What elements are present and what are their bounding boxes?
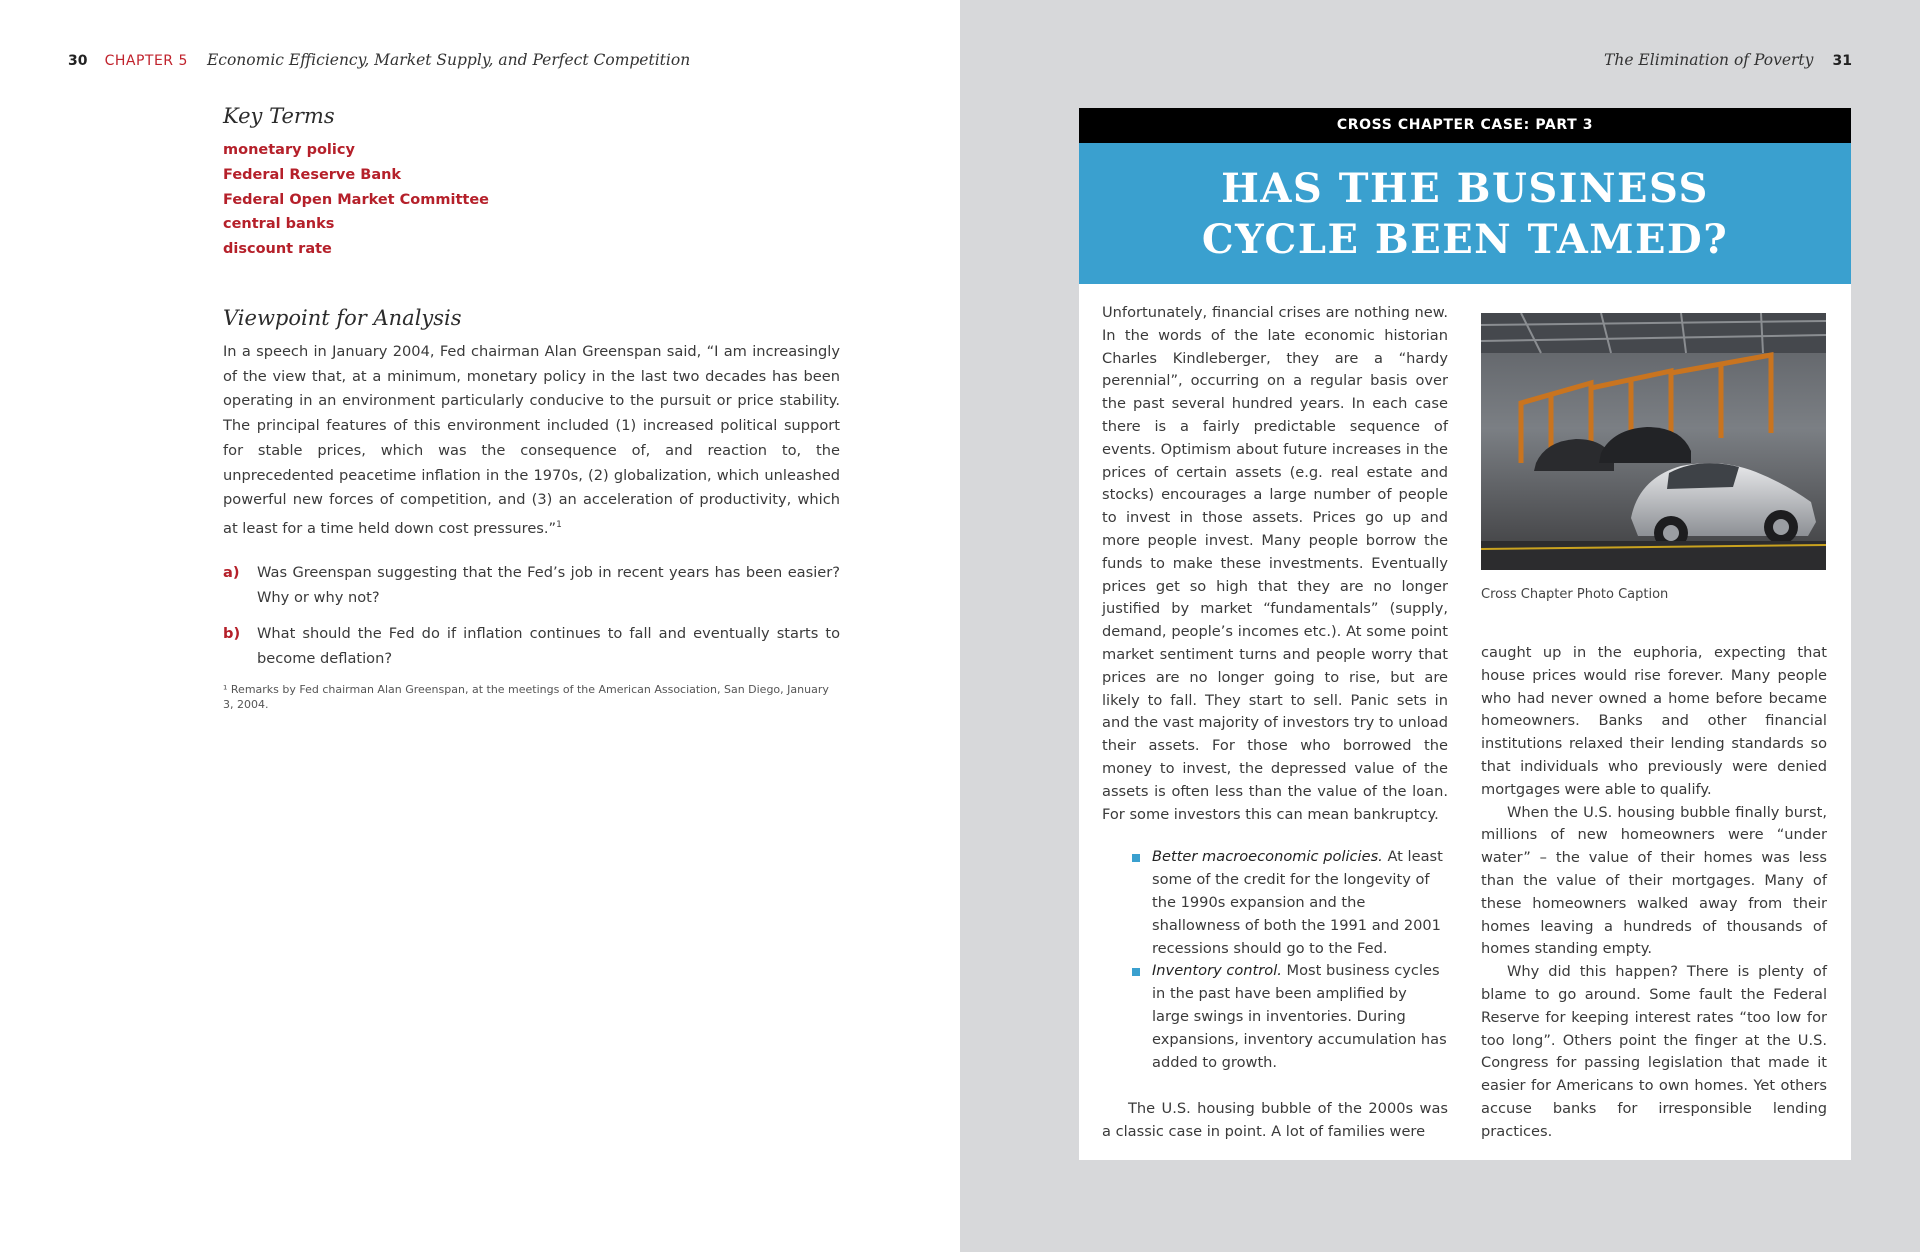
key-term[interactable]: Federal Open Market Committee <box>223 191 489 208</box>
left-column <box>223 104 840 712</box>
viewpoint-text: In a speech in January 2004, Fed chairman Alan Greenspan said, “I am increasingly of the view that, at a minimum, monetary policy in the last two decades has been operating in an environment particularly conducive to the pursuit or price stability. The principal features of this environment included (1) increased political support for stable prices, which was the consequence of, and reaction to, the unprecedented peacetime inflation in the 1970s, (2) globalization, which unleashed powerful new forces of competition, and (3) an acceleration of productivity, which at least for a time held down cost pressures.” <box>223 342 840 537</box>
case-title <box>1202 163 1728 265</box>
case-column-right <box>1481 313 1827 1144</box>
bullet-square-icon <box>1132 854 1140 862</box>
question-label: b) <box>223 624 241 642</box>
question-text: Was Greenspan suggesting that the Fed’s job in recent years has been easier? Why or why not? <box>257 564 840 607</box>
case-paragraph: When the U.S. housing bubble finally burst, millions of new homeowners were “under water” – the value of their homes was less than the value of their mortgages. Many of these homeowners walked away from their homes leaving a hundreds of thousands of homes standing empty. <box>1481 803 1827 958</box>
bullet-lead: Inventory control. <box>1152 962 1282 980</box>
case-box <box>1079 108 1851 1160</box>
chapter-title: Economic Efficiency, Market Supply, and Perfect Competition <box>206 51 691 69</box>
question-label: a) <box>223 564 240 582</box>
question-text: What should the Fed do if inflation continues to fall and eventually starts to become deflation? <box>257 624 840 667</box>
bullet-list <box>1102 846 1448 1074</box>
case-paragraph: The U.S. housing bubble of the 2000s was a classic case in point. A lot of families were <box>1102 1100 1448 1141</box>
case-paragraph: caught up in the euphoria, expecting that house prices would rise forever. Many people who had never owned a home before became homeowners. Banks and other financial institutions relaxed their lending standards so that individuals who previously were denied mortgages were able to qualify. <box>1481 644 1827 798</box>
car-assembly-line-illustration <box>1481 313 1826 570</box>
key-term[interactable]: Federal Reserve Bank <box>223 166 402 183</box>
key-term[interactable]: monetary policy <box>223 142 355 158</box>
chapter-label: CHAPTER 5 <box>104 53 188 69</box>
question-item <box>223 561 840 610</box>
bullet-item <box>1132 846 1448 960</box>
running-header-left <box>68 50 690 69</box>
bullet-text: Most business cycles in the past have been amplified by large swings in inventories. During expansions, inventory accumulation has added to growth. <box>1152 962 1447 1071</box>
case-title-line: CYCLE BEEN TAMED? <box>1201 215 1729 263</box>
footnote: ¹ Remarks by Fed chairman Alan Greenspan, at the meetings of the American Association, San Diego, January 3, 2004. <box>223 683 829 712</box>
viewpoint-heading: Viewpoint for Analysis <box>223 305 462 330</box>
question-list <box>223 561 840 671</box>
case-label-bar: CROSS CHAPTER CASE: PART 3 <box>1079 108 1851 143</box>
case-paragraph: Unfortunately, financial crises are nothing new. In the words of the late economic historian Charles Kindleberger, they are a “hardy perennial”, occurring on a regular basis over the past several hundred years. In each case there is a fairly predictable sequence of events. Optimism about future increases in the prices of certain assets (e.g. real estate and stocks) encourages a large number of people to invest in those assets. Prices go up and more people invest. Many people borrow the funds to make these investments. Eventually prices get so high that they are no longer justified by market “fundamentals” (supply, demand, people’s incomes etc.). At some point market sentiment turns and people worry that prices are no longer going to rise, but are likely to fall. They start to sell. Panic sets in and the vast majority of investors try to unload their assets. For those who borrowed the money to invest, the depressed value of the assets is often less than the value of the loan. For some investors this can mean bankruptcy. <box>1102 304 1448 823</box>
right-page <box>960 0 1920 1252</box>
case-title-line: HAS THE BUSINESS <box>1221 164 1709 212</box>
part-title: The Elimination of Poverty <box>1604 51 1814 69</box>
case-column-left <box>1102 302 1448 1144</box>
footnote-mark: 1 <box>556 519 562 530</box>
question-item <box>223 622 840 671</box>
case-paragraph: Why did this happen? There is plenty of blame to go around. Some fault the Federal Reserve for keeping interest rates “too low for too long”. Others point the finger at the U.S. Congress for passing legislation that made it easier for Americans to own homes. Yet others accuse banks for irresponsible lending practices. <box>1481 963 1827 1140</box>
page-number: 30 <box>68 53 88 69</box>
case-banner <box>1079 143 1851 284</box>
page-number: 31 <box>1832 53 1852 69</box>
bullet-text: At least some of the credit for the longevity of the 1990s expansion and the shallowness of both the 1991 and 2001 recessions should go to the Fed. <box>1152 848 1443 957</box>
key-term[interactable]: discount rate <box>223 241 332 258</box>
photo-caption: Cross Chapter Photo Caption <box>1481 587 1669 602</box>
key-terms-heading: Key Terms <box>223 104 335 128</box>
viewpoint-paragraph <box>223 340 840 541</box>
bullet-lead: Better macroeconomic policies. <box>1152 848 1383 866</box>
bullet-square-icon <box>1132 968 1140 976</box>
running-header-right <box>1604 50 1852 69</box>
key-terms-list <box>223 138 840 262</box>
bullet-item <box>1132 960 1448 1074</box>
key-term[interactable]: central banks <box>223 216 335 233</box>
factory-photo[interactable] <box>1481 313 1826 570</box>
